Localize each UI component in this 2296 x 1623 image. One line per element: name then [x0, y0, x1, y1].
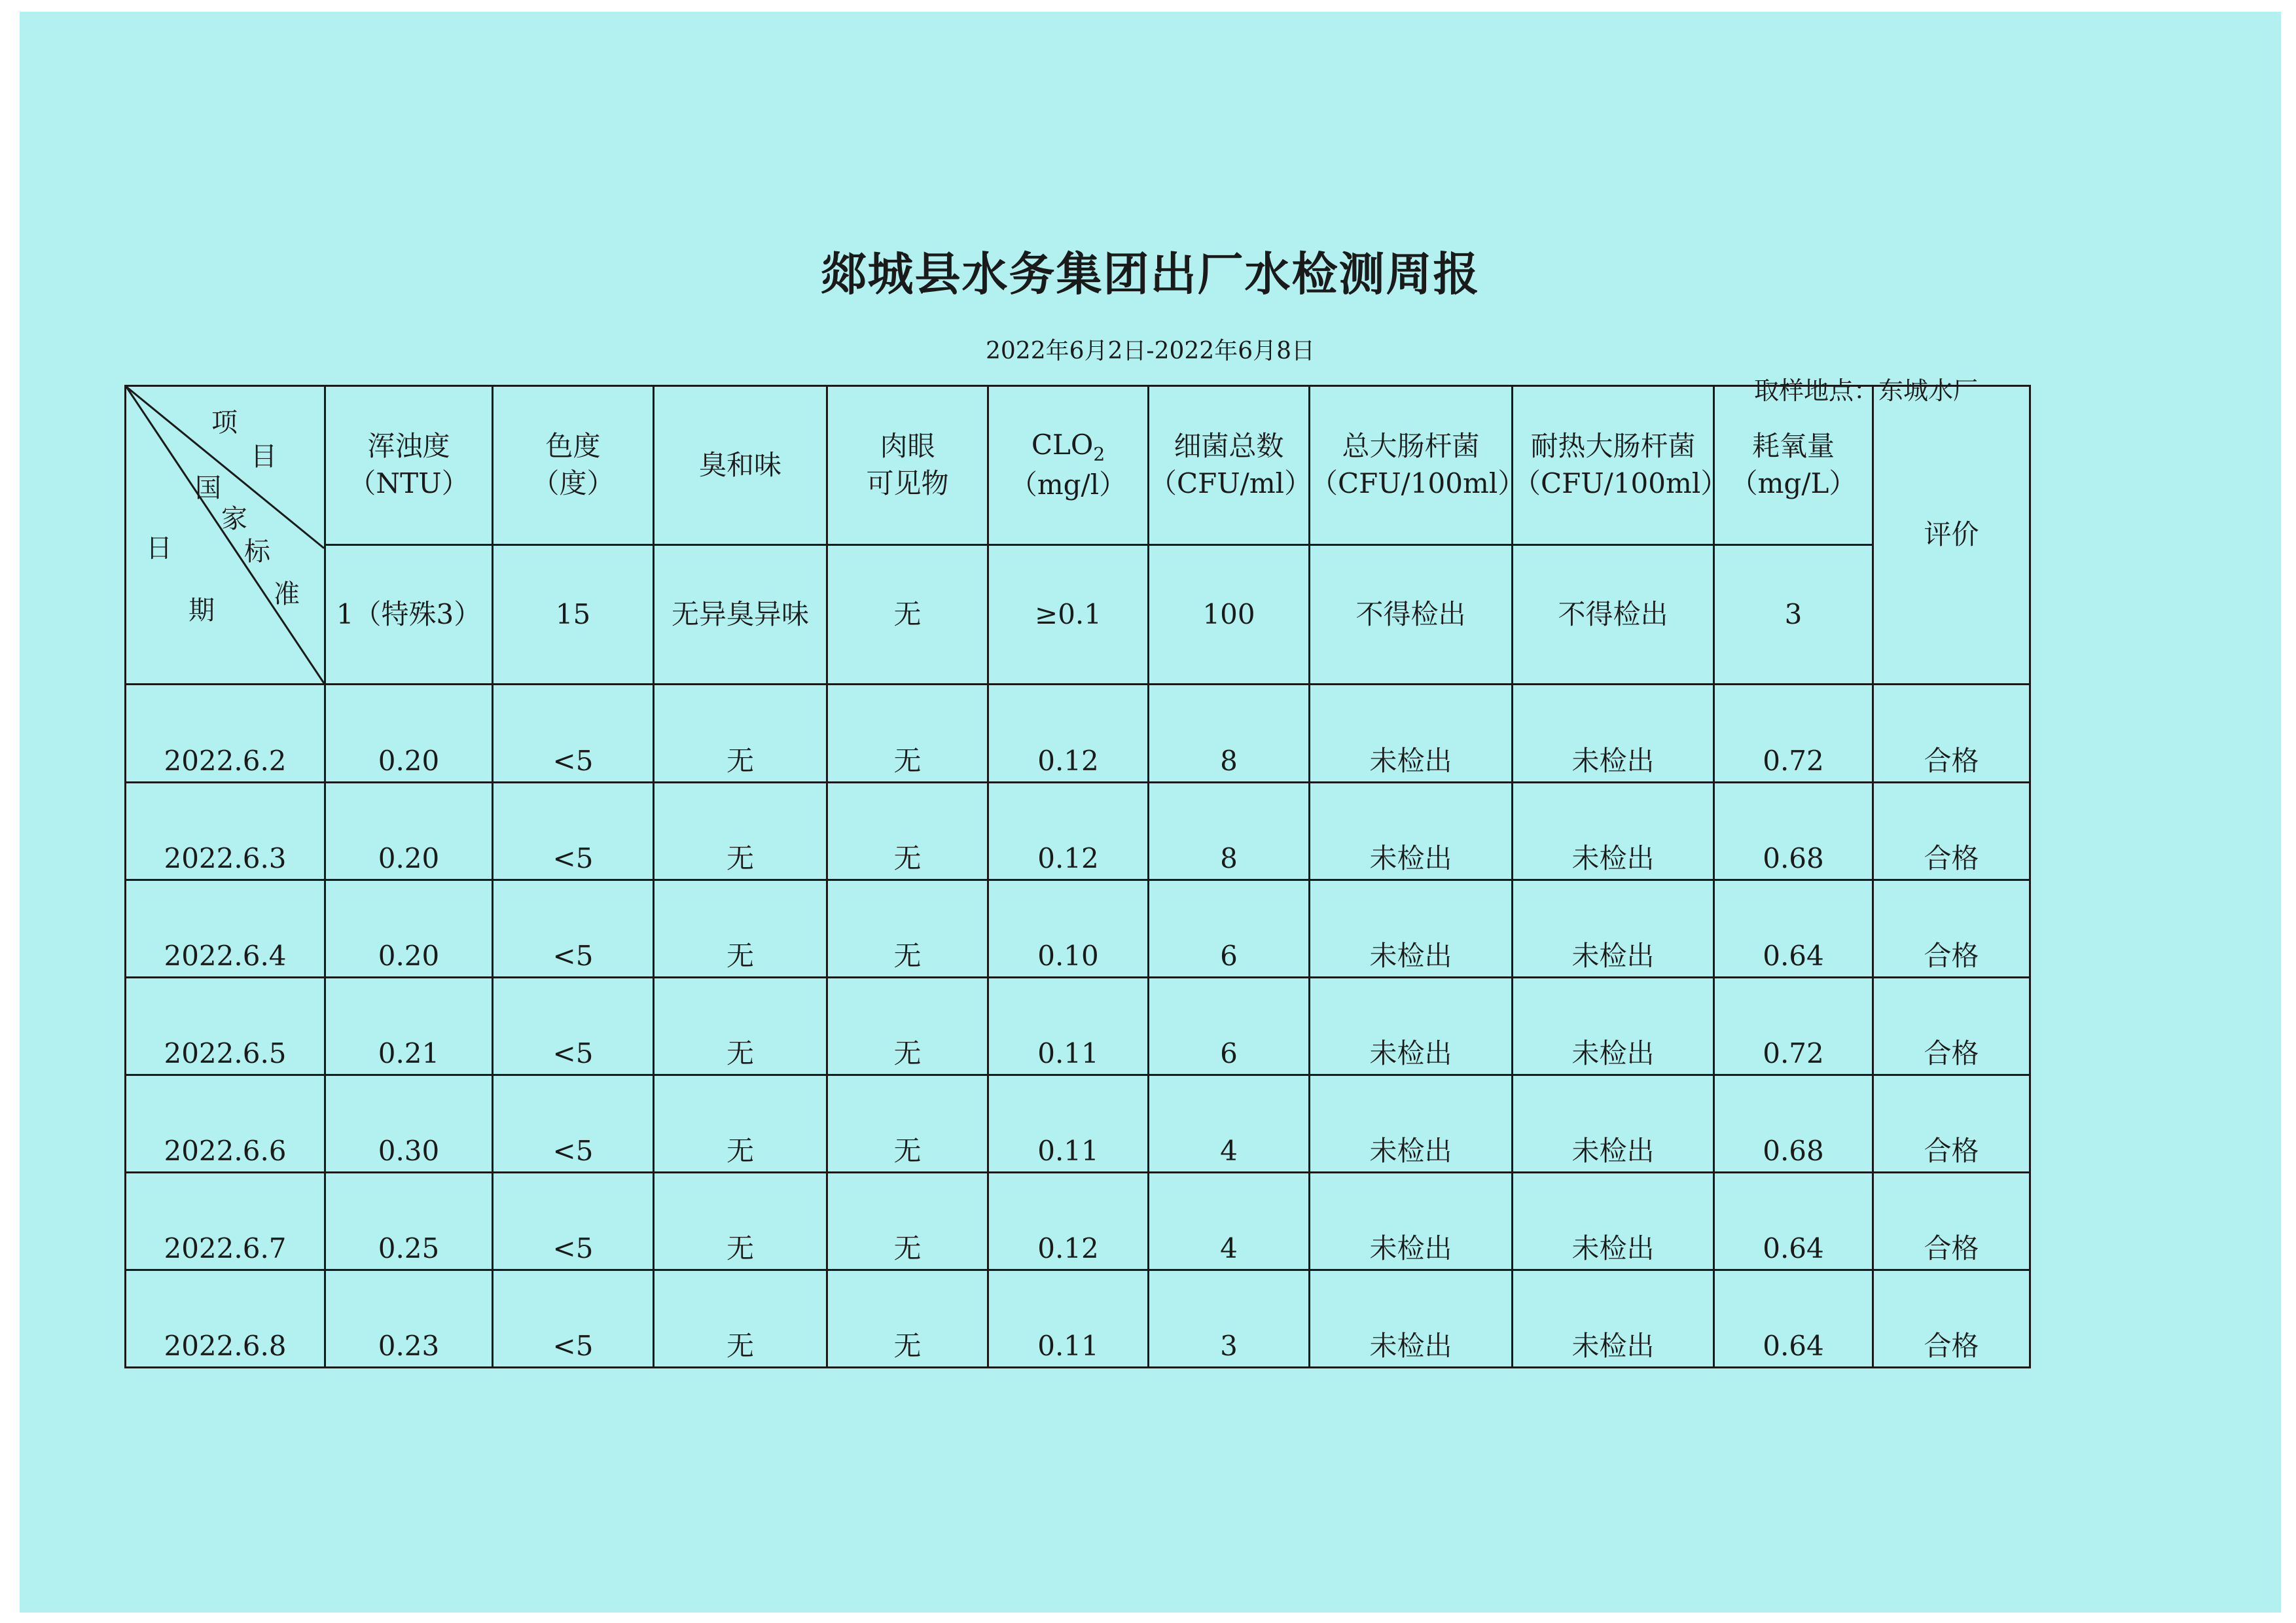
table-cell: 无: [654, 880, 827, 978]
table-cell: 未检出: [1310, 783, 1513, 880]
table-cell: 无: [827, 783, 988, 880]
table-cell: 未检出: [1310, 978, 1513, 1075]
table-cell: <5: [493, 1270, 654, 1368]
table-cell: 未检出: [1513, 1173, 1714, 1270]
table-cell: 未检出: [1310, 1173, 1513, 1270]
table-cell: 0.12: [988, 783, 1149, 880]
table-cell: 2022.6.7: [126, 1173, 325, 1270]
table-cell: 无: [654, 978, 827, 1075]
table-cell: 无: [827, 1270, 988, 1368]
table-cell: 无: [827, 685, 988, 783]
table-cell: 0.23: [325, 1270, 493, 1368]
table-cell: 0.20: [325, 783, 493, 880]
corner-std-1: 国: [195, 473, 221, 503]
table-cell: 未检出: [1513, 1075, 1714, 1173]
table-cell: 未检出: [1513, 783, 1714, 880]
diagonal-corner-cell: [126, 386, 325, 685]
table-cell: 无: [827, 880, 988, 978]
table-cell: 0.20: [325, 880, 493, 978]
table-cell: 4: [1149, 1075, 1310, 1173]
table-cell: 未检出: [1310, 880, 1513, 978]
header-turbidity: 浑浊度 （NTU）: [325, 386, 493, 545]
table-cell: <5: [493, 685, 654, 783]
table-cell: <5: [493, 978, 654, 1075]
corner-std-2: 家: [221, 504, 247, 534]
header-odor: 臭和味: [654, 386, 827, 545]
table-cell: 2022.6.3: [126, 783, 325, 880]
header-row-items: [126, 386, 2030, 545]
header-chlorine: $CLO_2$ （mg/l）: [988, 386, 1149, 545]
table-cell: <5: [493, 1173, 654, 1270]
report-title: 郯城县水务集团出厂水检测周报: [820, 247, 1480, 301]
standard-cell: ≥0.1: [988, 545, 1149, 685]
table-cell: <5: [493, 880, 654, 978]
table-row: [126, 880, 2030, 978]
table-cell: 8: [1149, 783, 1310, 880]
table-cell: 2022.6.6: [126, 1075, 325, 1173]
table-cell: 0.21: [325, 978, 493, 1075]
table-row: [126, 685, 2030, 783]
table-cell: 合格: [1873, 978, 2030, 1075]
standard-cell: 无: [827, 545, 988, 685]
table-cell: 无: [827, 1075, 988, 1173]
table-cell: 4: [1149, 1173, 1310, 1270]
header-thermo-coliform: 耐热大肠杆菌 （CFU/100ml）: [1513, 386, 1714, 545]
table-cell: 0.72: [1714, 685, 1873, 783]
table-cell: 合格: [1873, 1270, 2030, 1368]
table-cell: 未检出: [1513, 685, 1714, 783]
table-cell: 0.64: [1714, 1270, 1873, 1368]
table-cell: 3: [1149, 1270, 1310, 1368]
table-cell: 合格: [1873, 1075, 2030, 1173]
table-cell: 0.11: [988, 1270, 1149, 1368]
table-cell: 0.25: [325, 1173, 493, 1270]
table-cell: 无: [654, 1270, 827, 1368]
table-cell: 0.68: [1714, 783, 1873, 880]
table-row: [126, 1270, 2030, 1368]
data-rows: [126, 685, 2030, 1368]
corner-date-2: 期: [188, 596, 215, 626]
standard-cell: 无异臭异味: [654, 545, 827, 685]
table-cell: 0.11: [988, 1075, 1149, 1173]
table-cell: 合格: [1873, 880, 2030, 978]
corner-date-1: 日: [146, 533, 172, 563]
corner-std-3: 标: [244, 537, 270, 567]
table-cell: 无: [827, 1173, 988, 1270]
standard-cell: 不得检出: [1513, 545, 1714, 685]
table-cell: 0.72: [1714, 978, 1873, 1075]
header-visible-matter: 肉眼 可见物: [827, 386, 988, 545]
table-cell: 未检出: [1310, 685, 1513, 783]
table-cell: 2022.6.5: [126, 978, 325, 1075]
table-cell: 合格: [1873, 685, 2030, 783]
standard-cell: 15: [493, 545, 654, 685]
table-cell: 0.12: [988, 1173, 1149, 1270]
table-cell: 2022.6.4: [126, 880, 325, 978]
table-cell: 0.68: [1714, 1075, 1873, 1173]
table-cell: 无: [654, 783, 827, 880]
table-cell: 0.64: [1714, 880, 1873, 978]
table-cell: 0.10: [988, 880, 1149, 978]
header-oxygen: 耗氧量 （mg/L）: [1714, 386, 1873, 545]
table-cell: 2022.6.2: [126, 685, 325, 783]
table-cell: 0.30: [325, 1075, 493, 1173]
header-color: 色度 （度）: [493, 386, 654, 545]
table-cell: 2022.6.8: [126, 1270, 325, 1368]
header-evaluation: 评价: [1873, 386, 2030, 685]
table-cell: 0.11: [988, 978, 1149, 1075]
table-cell: 0.20: [325, 685, 493, 783]
table-cell: 无: [654, 1075, 827, 1173]
table-cell: 无: [654, 1173, 827, 1270]
standard-cell: 不得检出: [1310, 545, 1513, 685]
table-cell: 6: [1149, 880, 1310, 978]
header-bacteria: 细菌总数 （CFU/ml）: [1149, 386, 1310, 545]
standard-cell: 1（特殊3）: [325, 545, 493, 685]
sampling-location: 取样地点：东城水厂: [1754, 376, 1979, 405]
table-cell: 8: [1149, 685, 1310, 783]
table-cell: 未检出: [1310, 1075, 1513, 1173]
header-row-standards: [126, 545, 2030, 685]
table-row: [126, 783, 2030, 880]
table-cell: <5: [493, 783, 654, 880]
table-cell: 0.12: [988, 685, 1149, 783]
table-cell: 未检出: [1310, 1270, 1513, 1368]
table-row: [126, 978, 2030, 1075]
table-cell: 无: [827, 978, 988, 1075]
table-cell: 合格: [1873, 1173, 2030, 1270]
table-cell: 6: [1149, 978, 1310, 1075]
standard-cell: 3: [1714, 545, 1873, 685]
table-row: [126, 1075, 2030, 1173]
corner-item-1: 项: [211, 408, 238, 438]
water-quality-table: [124, 385, 2031, 1368]
table-cell: 未检出: [1513, 1270, 1714, 1368]
date-range: 2022年6月2日-2022年6月8日: [985, 338, 1316, 365]
table-cell: 未检出: [1513, 978, 1714, 1075]
table-cell: 0.64: [1714, 1173, 1873, 1270]
table-cell: <5: [493, 1075, 654, 1173]
corner-item-2: 目: [251, 442, 277, 472]
header-coliform: 总大肠杆菌 （CFU/100ml）: [1310, 386, 1513, 545]
table-cell: 合格: [1873, 783, 2030, 880]
table-cell: 未检出: [1513, 880, 1714, 978]
standard-cell: 100: [1149, 545, 1310, 685]
table-row: [126, 1173, 2030, 1270]
table-cell: 无: [654, 685, 827, 783]
corner-std-4: 准: [274, 579, 300, 609]
